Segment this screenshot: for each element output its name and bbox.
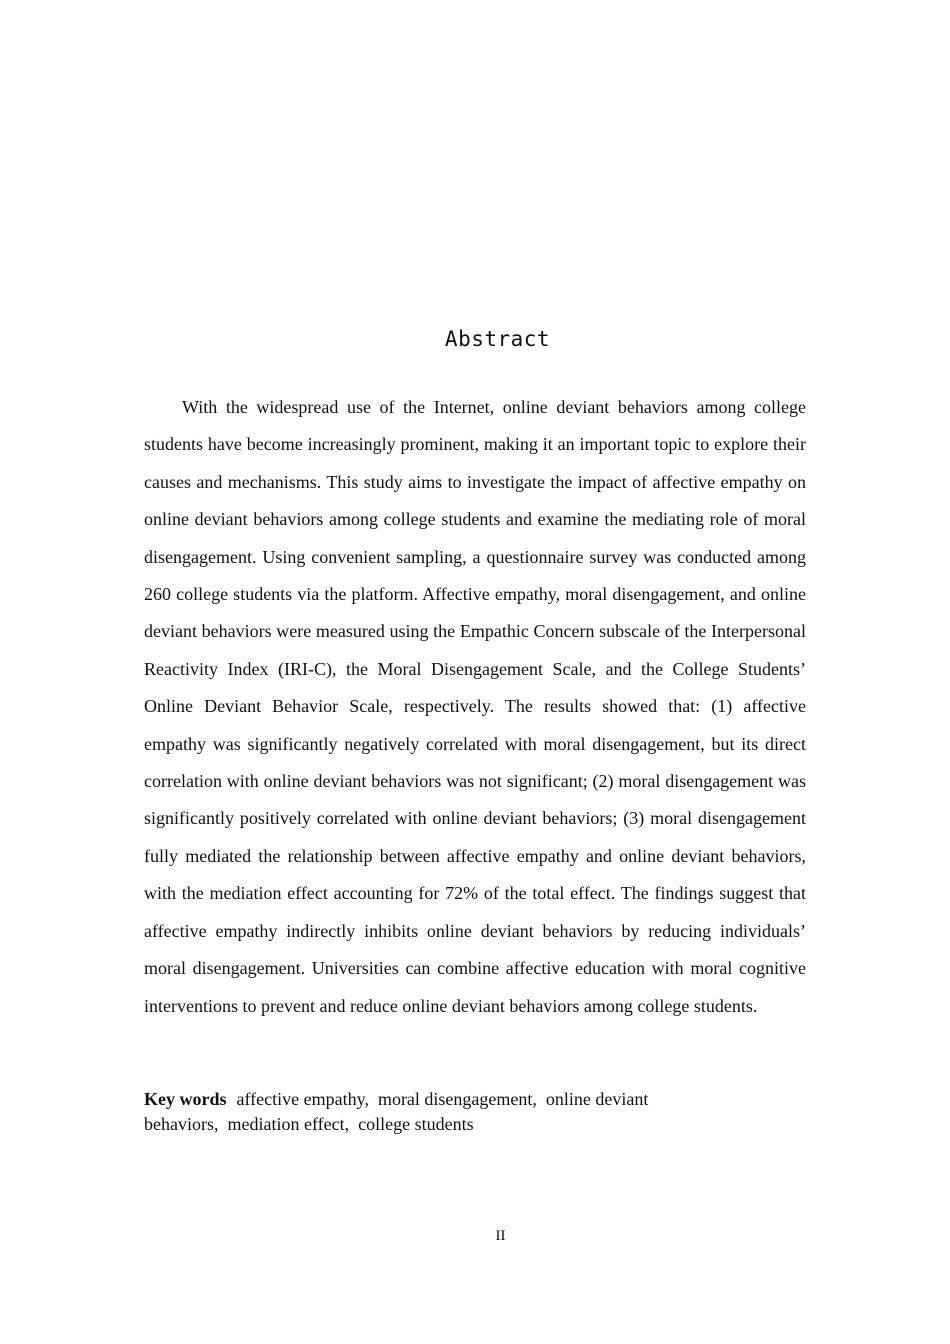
keyword-separator: , (532, 1089, 546, 1109)
keywords-line (144, 1087, 806, 1137)
keyword-item: moral disengagement (377, 1089, 533, 1109)
keyword-separator: , (213, 1114, 228, 1134)
keyword-separator: , (344, 1114, 359, 1134)
keyword-item: affective empathy (236, 1089, 365, 1109)
keyword-item: college students (358, 1114, 474, 1134)
page-number: II (495, 1228, 506, 1244)
keyword-separator: , (364, 1089, 378, 1109)
keyword-item: mediation effect (227, 1114, 345, 1134)
keywords-label: Key words (144, 1089, 227, 1109)
keyword-item: online deviant behaviors (144, 1089, 649, 1134)
abstract-title: Abstract (444, 327, 551, 351)
abstract-body: With the widespread use of the Internet, online deviant behaviors among college students have become increasingly prominent, making it an important topic to explore their causes and mechanisms. This study aims to investigate the impact of affective empathy on online deviant behaviors among college students and examine the mediating role of moral disengagement. Using convenient sampling, a questionnaire survey was conducted among 260 college students via the platform. Affective empathy, moral disengagement, and online deviant behaviors were measured using the Empathic Concern subscale of the Interpersonal Reactivity Index (IRI-C), the Moral Disengagement Scale, and the College Students’ Online Deviant Behavior Scale, respectively. The results showed that: (1) affective empathy was significantly negatively correlated with moral disengagement, but its direct correlation with online deviant behaviors was not significant; (2) moral disengagement was significantly positively correlated with online deviant behaviors; (3) moral disengagement fully mediated the relationship between affective empathy and online deviant behaviors, with the mediation effect accounting for 72% of the total effect. The findings suggest that affective empathy indirectly inhibits online deviant behaviors by reducing individuals’ moral disengagement. Universities can combine affective education with moral cognitive interventions to prevent and reduce online deviant behaviors among college students. (144, 397, 806, 1016)
